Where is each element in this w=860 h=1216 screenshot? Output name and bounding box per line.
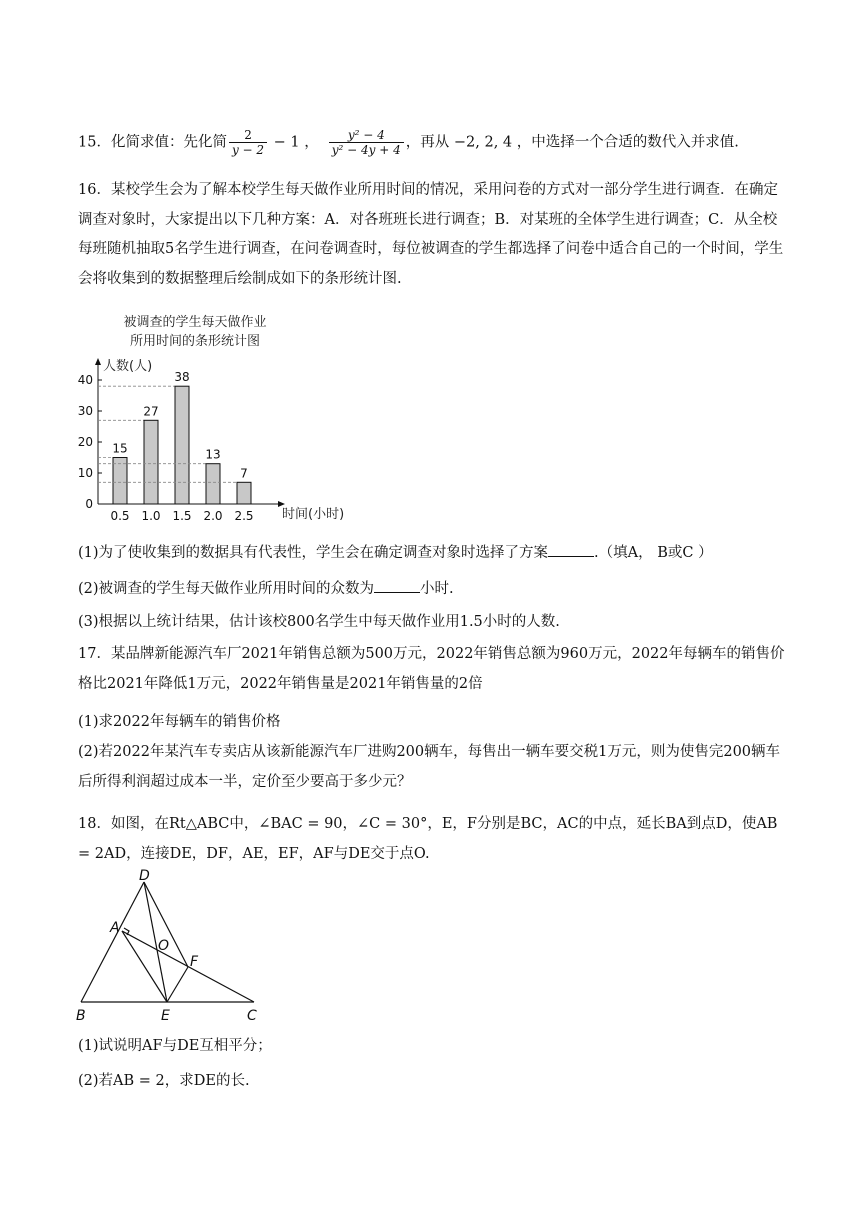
q15-prefix: 15．化简求值：先化简 bbox=[78, 134, 227, 151]
q16-sub3: (3)根据以上统计结果，估计该校800名学生中每天做作业用1.5小时的人数. bbox=[78, 614, 560, 630]
bar-value-label: 7 bbox=[240, 466, 248, 481]
bar bbox=[113, 458, 127, 505]
chart-subtitle: 所用时间的条形统计图 bbox=[129, 334, 261, 349]
bar-value-label: 15 bbox=[112, 441, 128, 456]
bar-value-label: 13 bbox=[205, 447, 221, 462]
x-tick-label: 2.5 bbox=[234, 509, 254, 523]
bar-value-label: 38 bbox=[174, 370, 190, 385]
segment-EF bbox=[167, 967, 188, 1002]
question-17-text: 17．某品牌新能源汽车厂2021年销售总额为500万元，2022年销售总额为960万元，2022年每辆车的销售价格比2021年降低1万元，2022年销售量是2021年销售量的2倍 bbox=[78, 646, 785, 692]
q16-sub2: (2)被调查的学生每天做作业所用时间的众数为 小时. bbox=[78, 578, 454, 599]
answer-blank-1[interactable] bbox=[548, 542, 594, 557]
question-18-text: 18．如图，在Rt△ABC中，∠BAC = 90，∠C = 30°，E，F分别是BC，AC的中点，延长BA到点D，使AB = 2AD，连接DE，DF，AE，EF，AF与DE交于点O. bbox=[78, 816, 778, 862]
x-tick-label: 0.5 bbox=[110, 509, 130, 523]
label-E: E bbox=[161, 1008, 170, 1024]
y-tick-label: 30 bbox=[77, 404, 93, 418]
label-B: B bbox=[76, 1008, 86, 1024]
answer-blank-2[interactable] bbox=[374, 578, 420, 593]
label-O: O bbox=[158, 938, 170, 954]
q15-minus-one: − 1 ， bbox=[269, 134, 319, 151]
label-C: C bbox=[247, 1008, 257, 1024]
q17-sub2: (2)若2022年某汽车专卖店从该新能源汽车厂进购200辆车，每售出一辆车要交税1万元，则为使售完200辆车后所得利润超过成本一半，定价至少要高于多少元？ bbox=[78, 744, 781, 790]
question-16-text: 16．某校学生会为了解本校学生每天做作业所用时间的情况，采用问卷的方式对一部分学生进行调查．在确定调查对象时，大家提出以下几种方案：A．对各班班长进行调查；B．对某班的全体学生进行调查；C．从全校每班随机抽取5名学生进行调查，在问卷调查时，每位被调查的学生都选择了问卷中适合自己的一个时间，学生会将收集到的数据整理后绘制成如下的条形统计图. bbox=[78, 182, 784, 287]
q16-sub1: (1)为了使收集到的数据具有代表性，学生会在确定调查对象时选择了方案 .（填A， B或C ） bbox=[78, 542, 713, 563]
y-tick-label: 40 bbox=[77, 373, 93, 387]
q15-fraction-1: $\frac{2}{y - 2}$ bbox=[229, 128, 267, 157]
q15-suffix: ，再从 −2, 2, 4 ，中选择一个合适的数代入并求值. bbox=[405, 134, 739, 151]
bar bbox=[175, 386, 189, 504]
question-15 bbox=[78, 128, 739, 157]
bar bbox=[206, 464, 220, 504]
label-F: F bbox=[190, 954, 199, 970]
bar-value-label: 27 bbox=[143, 404, 159, 419]
chart-title: 被调查的学生每天做作业 bbox=[123, 315, 267, 330]
label-A: A bbox=[110, 920, 120, 936]
q18-sub2: (2)若AB = 2，求DE的长. bbox=[78, 1073, 250, 1089]
chart-y-axis-label: 人数(人) bbox=[103, 359, 153, 374]
y-tick-label: 20 bbox=[77, 435, 93, 449]
q15-fraction-2: $\frac{\text{y² − 4}}{\text{y² − 4y + 4}}$ bbox=[329, 128, 404, 157]
bar bbox=[144, 420, 158, 504]
chart-x-axis-label: 时间(小时) bbox=[282, 507, 345, 522]
q17-sub1: (1)求2022年每辆车的销售价格 bbox=[78, 714, 281, 730]
bar bbox=[237, 482, 251, 504]
segment-BD bbox=[81, 882, 144, 1002]
y-axis-arrow bbox=[95, 358, 101, 365]
x-tick-label: 1.0 bbox=[141, 509, 161, 523]
y-tick-label: 0 bbox=[85, 497, 93, 511]
y-tick-label: 10 bbox=[77, 466, 93, 480]
q18-sub1: (1)试说明AF与DE互相平分； bbox=[78, 1038, 272, 1054]
x-tick-label: 2.0 bbox=[203, 509, 223, 523]
bar-chart bbox=[70, 310, 370, 530]
triangle-figure bbox=[70, 868, 270, 1028]
label-D: D bbox=[139, 868, 150, 884]
x-tick-label: 1.5 bbox=[172, 509, 192, 523]
